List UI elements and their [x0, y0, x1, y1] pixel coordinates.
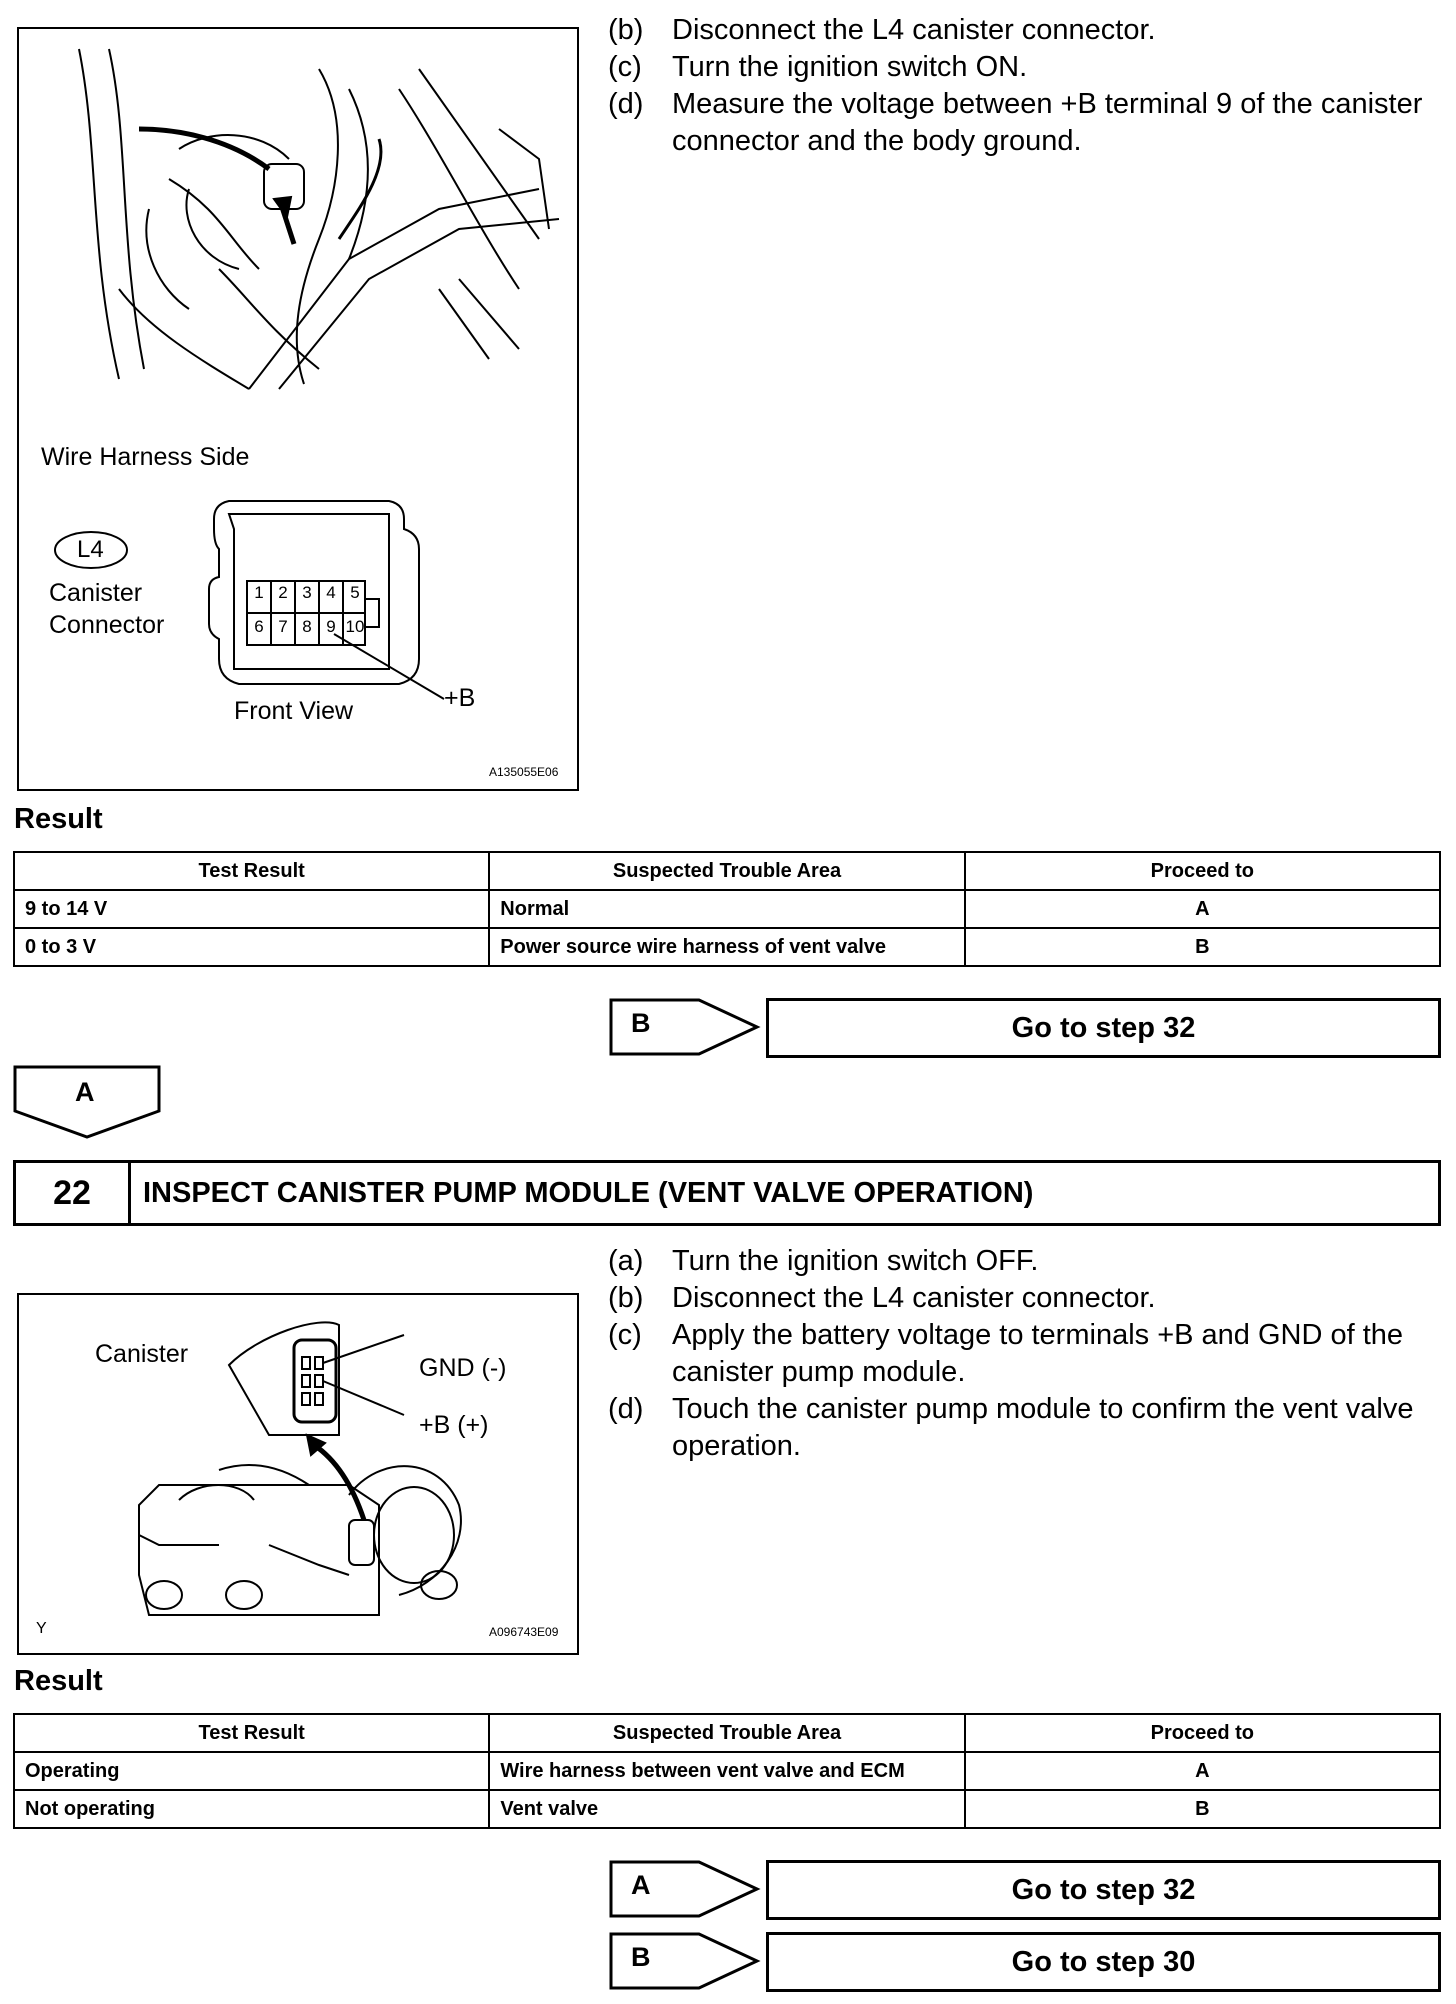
canister-pump-figure [17, 1293, 579, 1655]
step-label: (a) [608, 1245, 644, 1277]
table-header-row [14, 852, 1440, 890]
step-label: (c) [608, 51, 642, 83]
step-number: 22 [16, 1163, 131, 1223]
cell-proceed-to: A [965, 1752, 1440, 1790]
connector-id-label: L4 [77, 536, 104, 563]
header-proceed-to: Proceed to [965, 852, 1440, 890]
header-trouble-area: Suspected Trouble Area [489, 1714, 964, 1752]
step-d [608, 1391, 1448, 1465]
step-text: Touch the canister pump module to confirm the vent valve operation. [672, 1393, 1414, 1462]
cell-test-result: 9 to 14 V [14, 890, 489, 928]
figure-code: A135055E06 [489, 765, 559, 779]
go-to-step-30-button[interactable]: Go to step 30 [766, 1932, 1441, 1992]
step-text: Apply the battery voltage to terminals +B and GND of the canister pump module. [672, 1319, 1404, 1388]
cell-trouble-area: Normal [489, 890, 964, 928]
pin-10: 10 [345, 617, 365, 636]
engine-bay-illustration [19, 29, 577, 789]
branch-b-badge[interactable] [609, 1932, 761, 1990]
pin-8: 8 [302, 617, 312, 636]
header-trouble-area: Suspected Trouble Area [489, 852, 964, 890]
step-label: (c) [608, 1319, 642, 1351]
result-title-1: Result [14, 803, 103, 835]
table-row [14, 890, 1440, 928]
pin-row-top [247, 583, 367, 603]
step-label: (d) [608, 1393, 644, 1425]
result-table-1 [13, 851, 1441, 967]
connector-figure [17, 27, 579, 791]
pin-5: 5 [350, 583, 360, 602]
header-test-result: Test Result [14, 852, 489, 890]
table-row [14, 1790, 1440, 1828]
step-title: INSPECT CANISTER PUMP MODULE (VENT VALVE OPERATION) [143, 1176, 1034, 1209]
continue-a-label: A [75, 1077, 95, 1107]
continue-a-badge[interactable] [13, 1065, 161, 1140]
step-heading [13, 1160, 1441, 1226]
cell-trouble-area: Power source wire harness of vent valve [489, 928, 964, 966]
step-label: (b) [608, 1282, 644, 1314]
branch-b-label: B [631, 1942, 651, 1972]
plus-b-label: +B [444, 684, 476, 712]
y-mark: Y [36, 1620, 47, 1637]
step-text: Measure the voltage between +B terminal 9 of the canister connector and the body ground. [672, 88, 1423, 157]
result-table-2 [13, 1713, 1441, 1829]
step-a [608, 1243, 1448, 1280]
canister-label: Canister [95, 1340, 189, 1368]
table-row [14, 1752, 1440, 1790]
plus-b-label: +B (+) [419, 1411, 489, 1439]
step-text: Disconnect the L4 canister connector. [672, 14, 1156, 46]
pin-4: 4 [326, 583, 336, 602]
step-b [608, 12, 1448, 49]
cell-test-result: 0 to 3 V [14, 928, 489, 966]
branch-b-label: B [631, 1008, 651, 1038]
table-header-row [14, 1714, 1440, 1752]
step-b [608, 1280, 1448, 1317]
canister-label: Canister [49, 579, 143, 607]
cell-proceed-to: B [965, 928, 1440, 966]
step-c [608, 1317, 1448, 1391]
step-c [608, 49, 1448, 86]
pin-6: 6 [254, 617, 264, 636]
front-view-label: Front View [234, 697, 354, 725]
cell-proceed-to: B [965, 1790, 1440, 1828]
pin-2: 2 [278, 583, 288, 602]
cell-trouble-area: Wire harness between vent valve and ECM [489, 1752, 964, 1790]
gnd-label: GND (-) [419, 1354, 507, 1382]
result-title-2: Result [14, 1665, 103, 1697]
step-d [608, 86, 1448, 160]
step-label: (d) [608, 88, 644, 120]
go-to-step-32-button[interactable]: Go to step 32 [766, 1860, 1441, 1920]
cell-test-result: Operating [14, 1752, 489, 1790]
wire-harness-side-label: Wire Harness Side [41, 443, 250, 471]
branch-a-badge[interactable] [609, 1860, 761, 1918]
figure-code: A096743E09 [489, 1625, 559, 1639]
procedure-steps-1 [608, 12, 1448, 160]
cell-trouble-area: Vent valve [489, 1790, 964, 1828]
pin-row-bottom [247, 617, 367, 637]
pin-9: 9 [326, 617, 336, 636]
table-row [14, 928, 1440, 966]
pin-1: 1 [254, 583, 264, 602]
cell-proceed-to: A [965, 890, 1440, 928]
procedure-steps-2 [608, 1243, 1448, 1465]
connector-label: Connector [49, 611, 165, 639]
step-text: Turn the ignition switch OFF. [672, 1245, 1039, 1277]
step-text: Turn the ignition switch ON. [672, 51, 1028, 83]
cell-test-result: Not operating [14, 1790, 489, 1828]
branch-b-badge[interactable] [609, 998, 761, 1056]
header-test-result: Test Result [14, 1714, 489, 1752]
pin-7: 7 [278, 617, 288, 636]
header-proceed-to: Proceed to [965, 1714, 1440, 1752]
pin-3: 3 [302, 583, 312, 602]
step-label: (b) [608, 14, 644, 46]
branch-a-label: A [631, 1870, 651, 1900]
step-text: Disconnect the L4 canister connector. [672, 1282, 1156, 1314]
go-to-step-32-button[interactable]: Go to step 32 [766, 998, 1441, 1058]
